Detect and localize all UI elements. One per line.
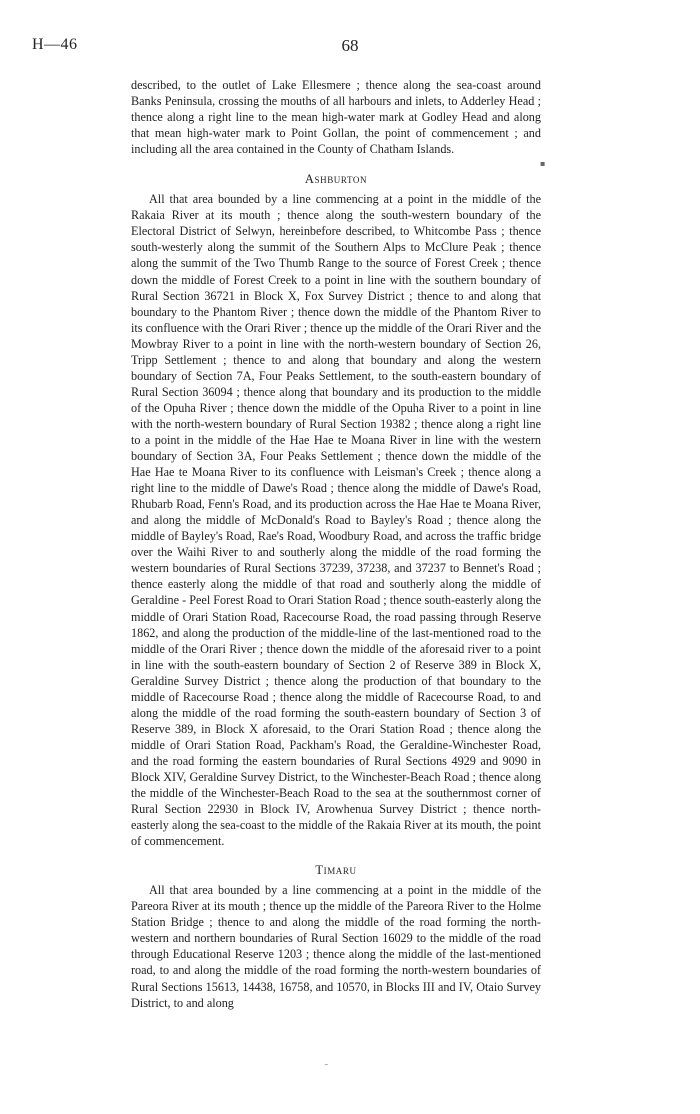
page-number: 68 [341,36,359,55]
continuation-paragraph: described, to the outlet of Lake Ellesmere ; thence along the sea-coast around Banks Peninsula, crossing the mouths of all harbours and inlets, to Adderley Head ; thence along a right line to the mean high-water mark at Godley Head and along that mean high-water mark to Point Gollan, the point of commencement ; and including all the area contained in the County of Chatham Islands. [131,78,541,157]
end-mark-icon: ▪ [540,159,546,168]
document-body [131,77,541,1011]
bottom-ornament-icon: ˜ [324,1064,329,1074]
section-heading-timaru: Timaru [315,863,357,878]
ashburton-paragraph: All that area bounded by a line commencing at a point in the middle of the Rakaia River at its mouth ; thence along the south-western boundary of the Electoral District of Selwyn, hereinbefore described, to Whitcombe Pass ; thence south-westerly along the summit of the Southern Alps to McClure Peak ; thence along the summit of the Two Thumb Range to the source of Forest Creek ; thence down the middle of Forest Creek to a point in line with the southern boundary of Rural Section 36721 in Block X, Fox Survey District ; thence to and along that boundary to the Phantom River ; thence down the middle of the Phantom River to its confluence with the Orari River ; thence up the middle of the Orari River and the Mowbray River to a point in line with the north-western boundary of Section 26, Tripp Settlement ; thence to and along that boundary and along the western boundary of Section 7A, Four Peaks Settlement, to the south-eastern boundary of Rural Section 36094 ; thence along that boundary and its production to the middle of the Opuha River ; thence down the middle of the Opuha River to a point in line with the north-western boundary of Rural Section 19382 ; thence along a right line to a point in the middle of the Hae Hae te Moana River in line with the western boundary of Section 3A, Four Peaks Settlement ; thence down the middle of the Hae Hae te Moana River to its confluence with Leisman's Creek ; thence along a right line to the middle of Dawe's Road ; thence along the middle of Dawe's Road, Rhubarb Road, Fenn's Road, and its production across the Hae Hae te Moana River, and along the middle of McDonald's Road to Bayley's Road ; thence along the middle of Bayley's Road, Rae's Road, Woodbury Road, and across the traffic bridge over the Waihi River to and southerly along the middle of the road forming the western boundaries of Rural Sections 37239, 37238, and 37237 to Bennet's Road ; thence easterly along the middle of that road and southerly along the middle of Geraldine - Peel Forest Road to Orari Station Road ; thence south-easterly along the middle of Orari Station Road, Racecourse Road, the road passing through Reserve 1862, and along the production of the middle-line of the last-mentioned road to the middle of the Orari River ; thence down the middle of the aforesaid river to a point in line with the south-eastern boundary of Section 2 of Reserve 389 in Block X, Geraldine Survey District ; thence along the production of that boundary to the middle of Racecourse Road ; thence along the middle of Racecourse Road, to and along the middle of the road forming the south-eastern boundary of Section 3 of Reserve 389, in Block X aforesaid, to the Orari Station Road ; thence along the middle of Orari Station Road, Packham's Road, the Geraldine-Winchester Road, and the road forming the eastern boundaries of Rural Sections 4929 and 9090 in Block XIV, Geraldine Survey District, to the Winchester-Beach Road ; thence along the middle of the Winchester-Beach Road to the sea at the southernmost corner of Rural Section 22930 in Block IV, Arowhenua Survey District ; thence north-easterly along the sea-coast to the middle of the Rakaia River at its mouth, the point of commencement. [131,192,541,849]
section-heading-ashburton: Ashburton [304,172,368,187]
timaru-paragraph: All that area bounded by a line commencing at a point in the middle of the Pareora River at its mouth ; thence up the middle of the Pareora River to the Holme Station Bridge ; thence to and along the middle of the road forming the north-western and northern boundaries of Rural Section 16029 to the middle of the road through Educational Reserve 1203 ; thence along the middle of the last-mentioned road, to and along the middle of the road forming the north-western boundaries of Rural Sections 15613, 14438, 16758, and 10570, in Blocks III and IV, Otaio Survey District, to and along [131,883,541,1010]
page-reference: H—46 [32,36,78,53]
